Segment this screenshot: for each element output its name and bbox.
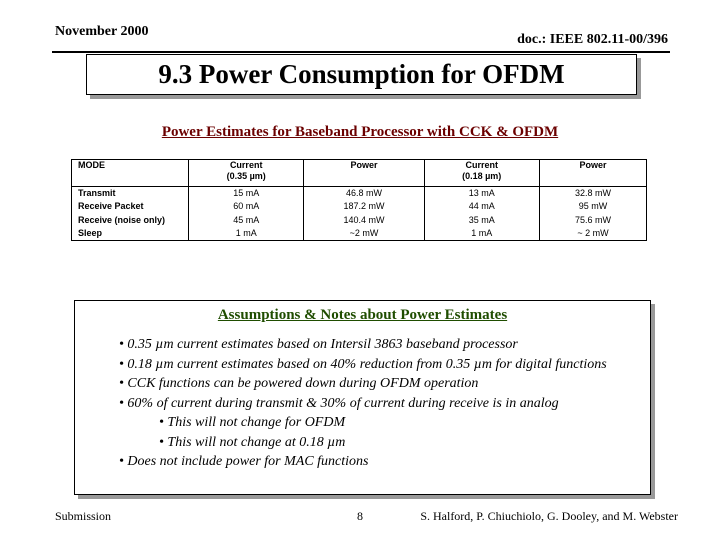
footer-submission: Submission bbox=[55, 509, 112, 523]
table-row bbox=[72, 213, 647, 226]
list-item: • 60% of current during transmit & 30% of current during receive is in analog bbox=[119, 395, 559, 411]
cell-current-018: 35 mA bbox=[424, 213, 539, 226]
cell-current-035: 60 mA bbox=[189, 200, 304, 213]
table-row bbox=[72, 200, 647, 213]
header-divider bbox=[52, 51, 670, 53]
column-header-power-035: Power bbox=[304, 160, 424, 187]
list-item: • This will not change for OFDM bbox=[159, 415, 346, 430]
table-caption: Power Estimates for Baseband Processor with CCK & OFDM bbox=[161, 124, 559, 140]
cell-current-018: 44 mA bbox=[424, 200, 539, 213]
table-row bbox=[72, 227, 647, 241]
list-item: • 0.35 µm current estimates based on Intersil 3863 baseband processor bbox=[119, 337, 518, 352]
cell-mode: Receive Packet bbox=[72, 200, 189, 213]
slide-title-box bbox=[86, 54, 637, 95]
cell-current-018: 13 mA bbox=[424, 187, 539, 201]
column-header-mode: MODE bbox=[72, 160, 189, 187]
cell-mode: Sleep bbox=[72, 227, 189, 241]
cell-power-018: 95 mW bbox=[578, 201, 608, 212]
power-estimates-table bbox=[71, 159, 647, 241]
list-item: • Does not include power for MAC functions bbox=[119, 454, 369, 469]
column-header-current-035: Current (0.35 µm) bbox=[189, 160, 304, 187]
cell-current-035: 1 mA bbox=[189, 227, 304, 241]
header-doc-id: doc.: IEEE 802.11-00/396 bbox=[517, 32, 668, 47]
table-header-row bbox=[72, 160, 647, 187]
list-item: • This will not change at 0.18 µm bbox=[159, 434, 346, 450]
cell-power-018: 32.8 mW bbox=[574, 188, 611, 199]
list-item: • 0.18 µm current estimates based on 40% reduction from 0.35 µm for digital functions bbox=[119, 356, 607, 372]
cell-power-018: 75.6 mW bbox=[574, 214, 611, 225]
notes-heading: Assumptions & Notes about Power Estimates bbox=[217, 307, 508, 323]
cell-current-018: 1 mA bbox=[424, 227, 539, 241]
notes-box bbox=[74, 300, 651, 495]
header-date: November 2000 bbox=[55, 24, 149, 39]
cell-power-035: 140.4 mW bbox=[304, 213, 424, 226]
list-item: • CCK functions can be powered down during OFDM operation bbox=[119, 376, 479, 391]
column-header-current-018: Current (0.18 µm) bbox=[424, 160, 539, 187]
cell-power-035: ~2 mW bbox=[304, 227, 424, 241]
page-number: 8 bbox=[357, 509, 363, 523]
cell-power-035: 46.8 mW bbox=[304, 187, 424, 201]
cell-current-035: 15 mA bbox=[189, 187, 304, 201]
notes-list bbox=[119, 335, 639, 472]
footer-authors: S. Halford, P. Chiuchiolo, G. Dooley, and M. Webster bbox=[420, 509, 678, 523]
cell-power-018: ~ 2 mW bbox=[577, 227, 609, 238]
table-row bbox=[72, 187, 647, 201]
column-header-power-018: Power bbox=[539, 160, 646, 187]
cell-current-035: 45 mA bbox=[189, 213, 304, 226]
cell-mode: Receive (noise only) bbox=[72, 213, 189, 226]
slide-title: 9.3 Power Consumption for OFDM bbox=[158, 59, 565, 89]
cell-mode: Transmit bbox=[72, 187, 189, 201]
cell-power-035: 187.2 mW bbox=[304, 200, 424, 213]
